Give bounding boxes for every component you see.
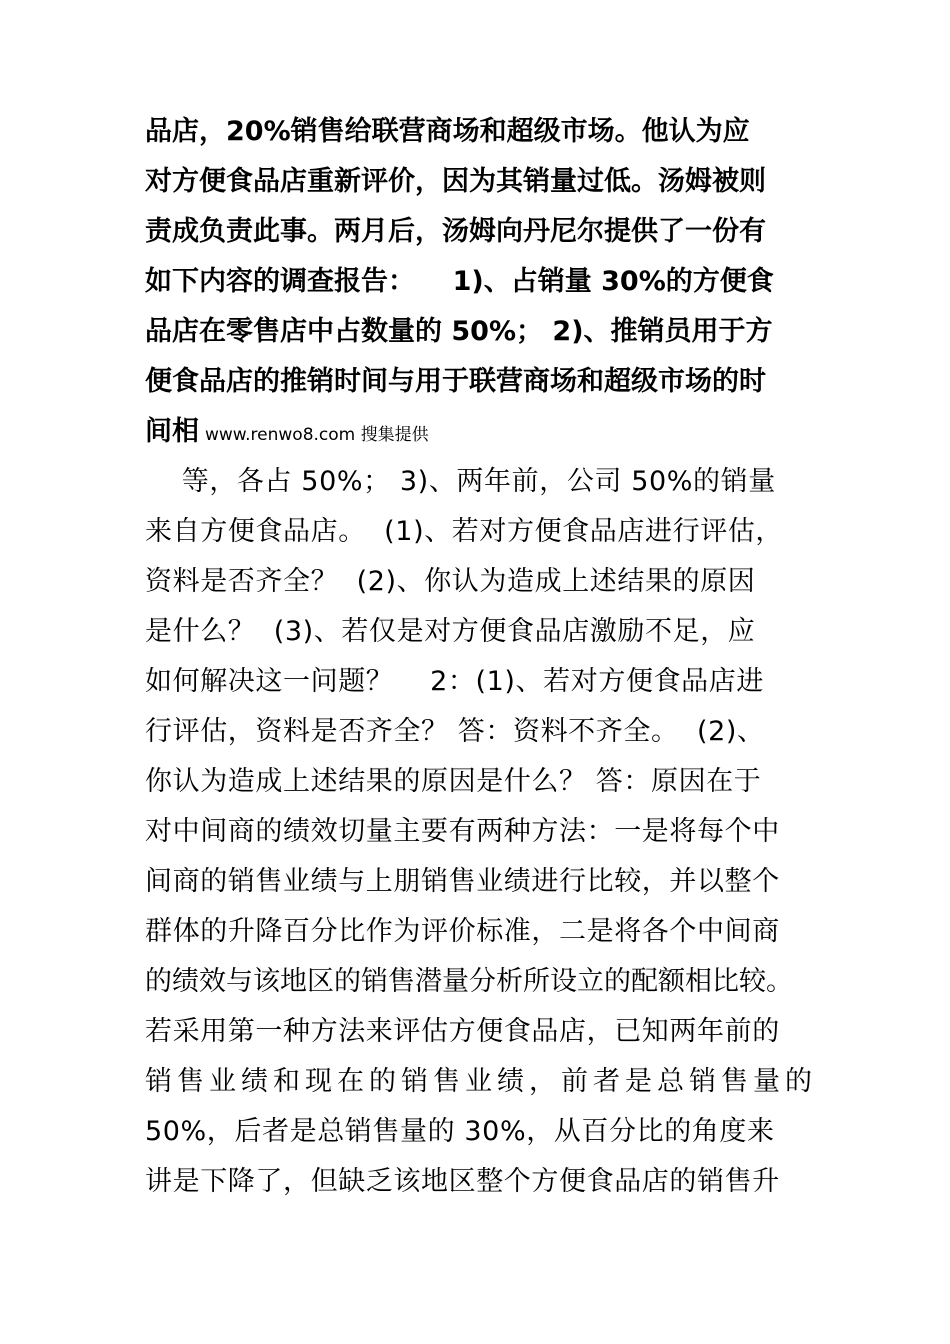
text-line-12: 若采用第一种方法来评估方便食品店，已知两年前的: [145, 1016, 780, 1047]
text-line-2: 来自方便食品店。 (1)、若对方便食品店进行评估，: [145, 516, 784, 547]
text-line-bold-4: 如下内容的调查报告： 1)、占销量 30%的方便食: [145, 266, 774, 297]
text-line-5: 如何解决这一问题？ 2：(1)、若对方便食品店进: [145, 666, 764, 697]
text-line-7: 你认为造成上述结果的原因是什么？ 答：原因在于: [145, 766, 762, 797]
text-line-10: 群体的升降百分比作为评价标准，二是将各个中间商: [145, 916, 780, 947]
text-line-8: 对中间商的绩效切量主要有两种方法：一是将每个中: [145, 816, 780, 847]
text-line-9: 间商的销售业绩与上朋销售业绩进行比较，并以整个: [145, 866, 780, 897]
text-line-bold-7: 间相: [145, 416, 199, 447]
text-line-4: 是什么？ (3)、若仅是对方便食品店激励不足，应: [145, 616, 756, 647]
text-line-3: 资料是否齐全？ (2)、你认为造成上述结果的原因: [145, 566, 756, 597]
text-line-13: 销售业绩和现在的销售业绩，前者是总销售量的: [145, 1066, 817, 1097]
text-line-11: 的绩效与该地区的销售潜量分析所设立的配额相比较。: [145, 966, 793, 997]
text-line-15: 讲是下降了，但缺乏该地区整个方便食品店的销售升: [145, 1166, 780, 1197]
text-line-bold-2: 对方便食品店重新评价，因为其销量过低。汤姆被则: [145, 166, 766, 197]
text-line-bold-6: 便食品店的推销时间与用于联营商场和超级市场的时: [145, 366, 766, 397]
source-note: www.renwo8.com 搜集提供: [205, 425, 429, 445]
text-line-bold-5: 品店在零售店中占数量的 50%； 2)、推销员用于方: [145, 316, 773, 347]
text-line-bold-7-with-source: [145, 415, 429, 449]
text-line-1: 等，各占 50%； 3)、两年前，公司 50%的销量: [145, 466, 776, 497]
text-line-6: 行评估，资料是否齐全？ 答：资料不齐全。 (2)、: [145, 716, 765, 747]
text-line-bold-3: 责成负责此事。两月后，汤姆向丹尼尔提供了一份有: [145, 216, 766, 247]
text-line-bold-1: 品店，20%销售给联营商场和超级市场。他认为应: [145, 116, 750, 147]
text-line-14: 50%，后者是总销售量的 30%，从百分比的角度来: [145, 1116, 775, 1147]
